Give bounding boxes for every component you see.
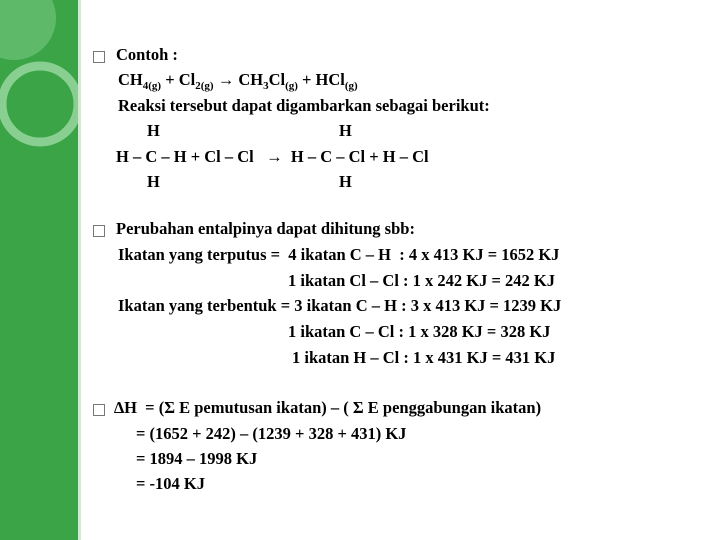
bullet-box-icon (93, 51, 105, 63)
green-sidebar (0, 0, 78, 540)
eq-ch3-sub: 3 (263, 80, 269, 92)
enthalpy-line: Ikatan yang terbentuk = 3 ikatan C – H : 3 x 413 KJ = 1239 KJ (118, 296, 562, 315)
calc-step: = 1894 – 1998 KJ (136, 449, 258, 468)
eq-cl-sub: (g) (285, 80, 298, 92)
calc-result: = -104 KJ (136, 474, 205, 493)
eq-arrow-ch: → CH (213, 70, 264, 89)
structure-bottom-h-right: H (339, 172, 352, 191)
section1-title: Contoh : (116, 45, 178, 64)
equation-line (118, 70, 358, 90)
decor-circle-filled (0, 0, 56, 60)
delta-h-formula: ∆H = (Σ E pemutusan ikatan) – ( Σ E penggabungan ikatan) (114, 398, 542, 417)
decorative-circles (0, 0, 78, 540)
enthalpy-line: 1 ikatan H – Cl : 1 x 431 KJ = 431 KJ (292, 348, 556, 367)
bullet-box-icon (93, 404, 105, 416)
section1-description: Reaksi tersebut dapat digambarkan sebagai berikut: (118, 96, 490, 115)
eq-ch: CH (118, 70, 143, 89)
eq-plus-cl: + Cl (161, 70, 196, 89)
enthalpy-line: 1 ikatan C – Cl : 1 x 328 KJ = 328 KJ (288, 322, 551, 341)
enthalpy-line: 1 ikatan Cl – Cl : 1 x 242 KJ = 242 KJ (288, 271, 555, 290)
structure-top-h-left: H (147, 121, 160, 140)
eq-cl2-sub: 2(g) (195, 80, 214, 92)
eq-plus-hcl: + HCl (297, 70, 345, 89)
section2-title: Perubahan entalpinya dapat dihitung sbb: (116, 219, 415, 238)
sidebar-divider (78, 0, 81, 540)
eq-ch-sub: 4(g) (142, 80, 162, 92)
structure-middle: H – C – H + Cl – Cl → H – C – Cl + H – Cl (116, 147, 429, 166)
calc-step: = (1652 + 242) – (1239 + 328 + 431) KJ (136, 424, 407, 443)
eq-cl: Cl (268, 70, 286, 89)
eq-hcl-sub: (g) (344, 80, 358, 92)
bullet-box-icon (93, 225, 105, 237)
enthalpy-line: Ikatan yang terputus = 4 ikatan C – H : 4 x 413 KJ = 1652 KJ (118, 245, 560, 264)
structure-bottom-h-left: H (147, 172, 160, 191)
structure-top-h-right: H (339, 121, 352, 140)
decor-ring (2, 66, 78, 142)
